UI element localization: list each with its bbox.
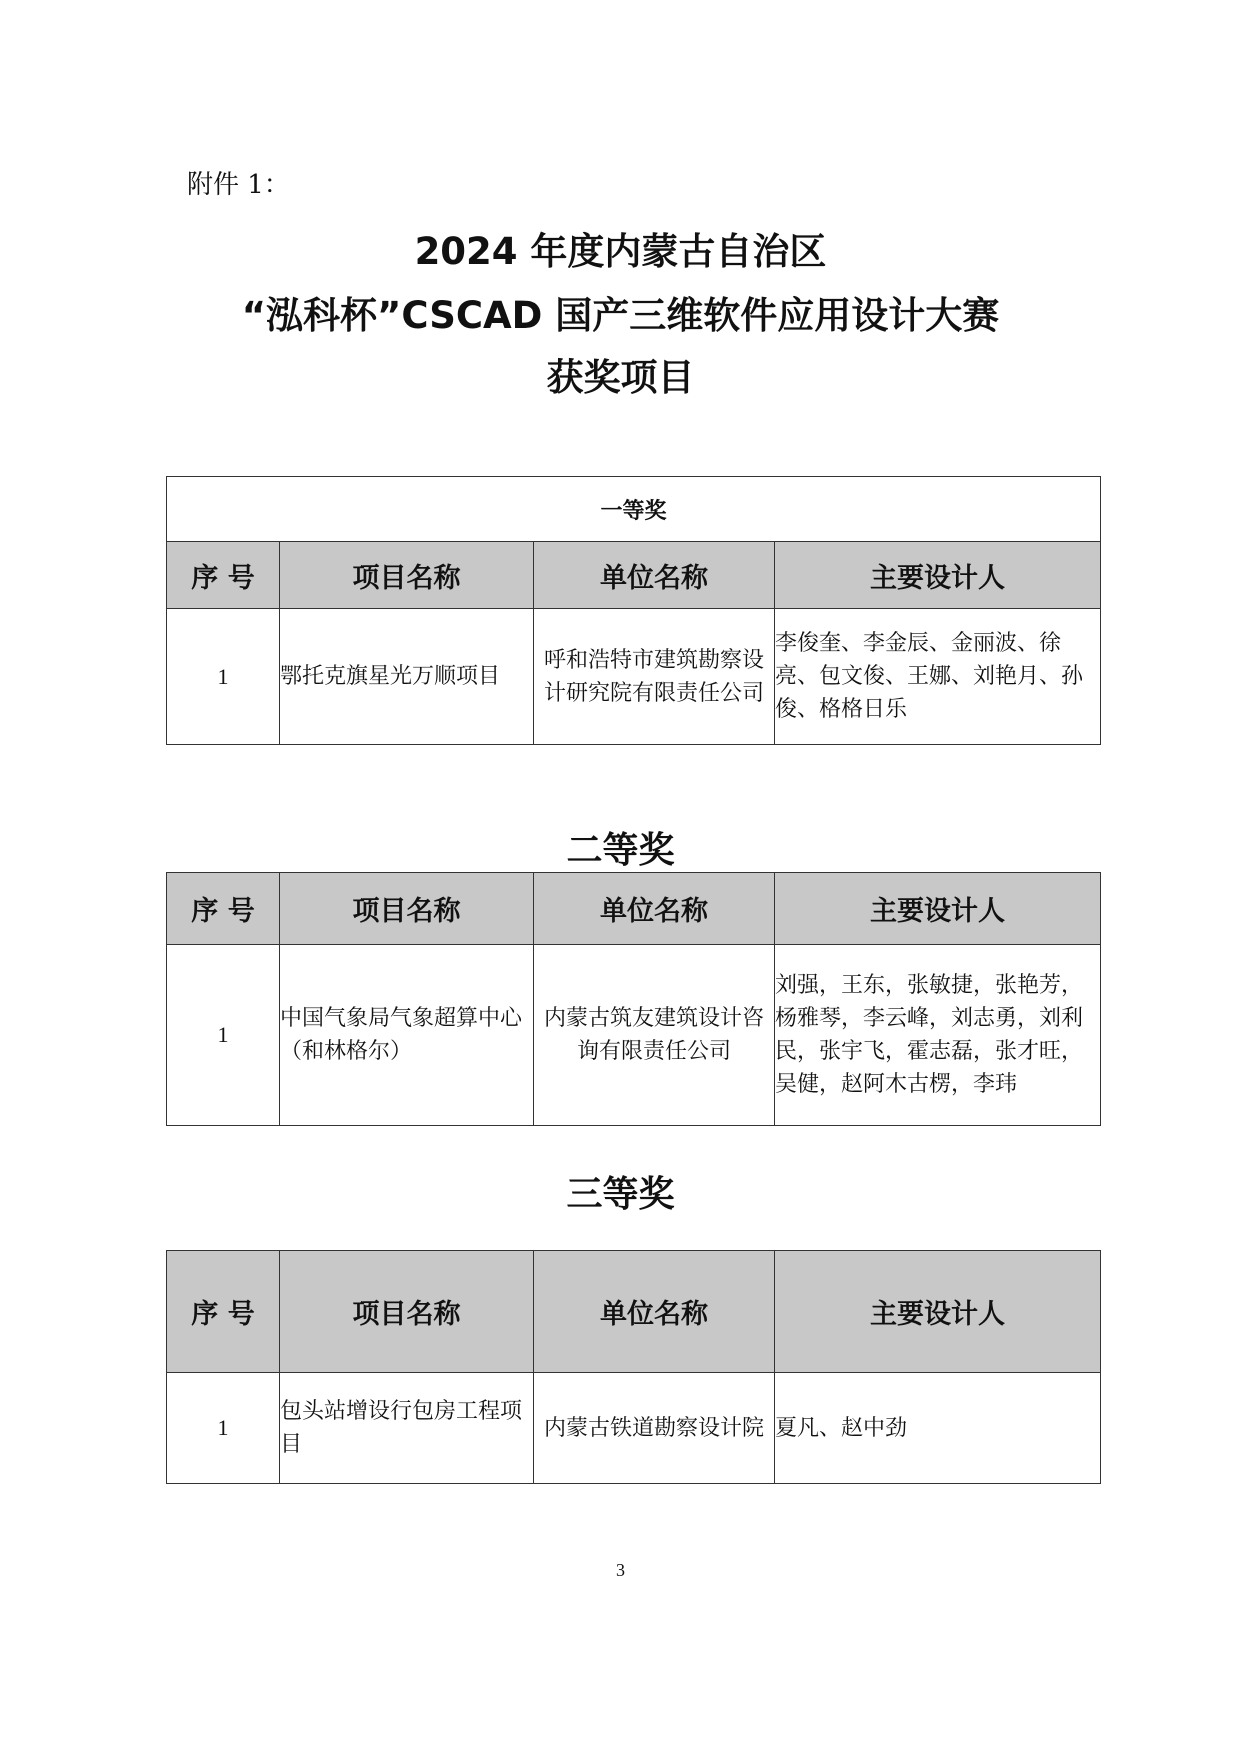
second-prize-table <box>166 872 1101 1126</box>
document-title-line-2: “泓科杯”CSCAD 国产三维软件应用设计大赛 <box>241 294 1000 337</box>
header-project: 项目名称 <box>280 873 534 945</box>
row-unit: 内蒙古铁道勘察设计院 <box>534 1373 775 1484</box>
header-no: 序 号 <box>167 873 280 945</box>
row-designers: 夏凡、赵中劲 <box>775 1373 1101 1484</box>
first-prize-table <box>166 476 1101 745</box>
row-no: 1 <box>167 1373 280 1484</box>
page-number: 3 <box>616 1560 625 1580</box>
header-no: 序 号 <box>167 542 280 609</box>
row-no: 1 <box>167 609 280 745</box>
third-prize-heading: 三等奖 <box>566 1174 675 1215</box>
header-designers: 主要设计人 <box>775 542 1101 609</box>
header-designers: 主要设计人 <box>775 1251 1101 1373</box>
header-project: 项目名称 <box>280 1251 534 1373</box>
header-unit: 单位名称 <box>534 873 775 945</box>
table-row <box>167 609 1101 745</box>
document-title-line-3: 获奖项目 <box>546 356 695 399</box>
row-project: 包头站增设行包房工程项目 <box>280 1373 534 1484</box>
row-unit: 内蒙古筑友建筑设计咨询有限责任公司 <box>534 945 775 1126</box>
row-unit: 呼和浩特市建筑勘察设计研究院有限责任公司 <box>534 609 775 745</box>
second-prize-heading: 二等奖 <box>566 830 675 871</box>
header-unit: 单位名称 <box>534 542 775 609</box>
attachment-label: 附件 1： <box>187 170 290 200</box>
header-unit: 单位名称 <box>534 1251 775 1373</box>
row-project: 鄂托克旗星光万顺项目 <box>280 609 534 745</box>
table-row <box>167 1373 1101 1484</box>
row-project: 中国气象局气象超算中心（和林格尔） <box>280 945 534 1126</box>
row-designers: 刘强，王东，张敏捷，张艳芳，杨雅琴，李云峰，刘志勇，刘利民，张宇飞，霍志磊，张才旺，吴健，赵阿木古楞，李玮 <box>775 945 1101 1126</box>
header-no: 序 号 <box>167 1251 280 1373</box>
row-designers: 李俊奎、李金辰、金丽波、徐亮、包文俊、王娜、刘艳月、孙俊、格格日乐 <box>775 609 1101 745</box>
third-prize-table <box>166 1250 1101 1484</box>
header-designers: 主要设计人 <box>775 873 1101 945</box>
table-row <box>167 945 1101 1126</box>
document-title-line-1: 2024 年度内蒙古自治区 <box>414 230 827 273</box>
row-no: 1 <box>167 945 280 1126</box>
header-project: 项目名称 <box>280 542 534 609</box>
first-prize-heading: 一等奖 <box>167 477 1101 542</box>
